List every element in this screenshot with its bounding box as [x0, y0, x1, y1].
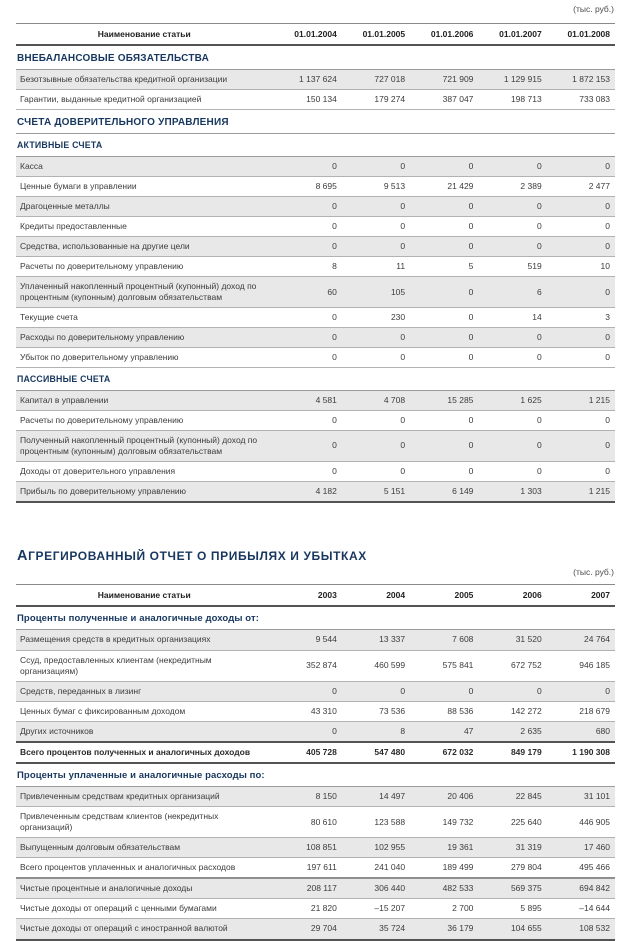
- cell-value: 47: [410, 721, 478, 742]
- table-row: [16, 899, 615, 919]
- cell-value: 9 513: [383, 180, 406, 191]
- cell-value: 0: [332, 465, 337, 476]
- cell-value: 4 581: [274, 390, 342, 410]
- cell-value: 0: [536, 414, 542, 425]
- cell-value: 1 872 153: [547, 70, 615, 90]
- cell-value: 241 040: [374, 862, 406, 873]
- cell-value: 36 179: [410, 919, 478, 940]
- section-heading-row: [16, 45, 615, 70]
- cell-value: 179 274: [374, 94, 406, 105]
- section-heading-row: [16, 606, 615, 630]
- row-label: Чистые доходы от операций с иностранной валютой: [16, 919, 274, 940]
- row-label: Размещения средств в кредитных организациях: [16, 630, 274, 650]
- cell-value: 0: [468, 312, 474, 323]
- cell-value: 0: [274, 236, 342, 256]
- cell-value: 0: [547, 156, 615, 176]
- row-label: Прибыль по доверительному управлению: [16, 481, 274, 502]
- cell-value: 0: [274, 328, 342, 348]
- cell-value: 0: [605, 352, 610, 363]
- row-label: Привлеченным средствам клиентов (некредитных организаций): [20, 811, 219, 833]
- cell-value: 0: [274, 156, 342, 176]
- cell-value: 0: [410, 196, 478, 216]
- cell-value: 2 635: [478, 721, 546, 742]
- section-heading: АКТИВНЫЕ СЧЕТА: [16, 134, 615, 156]
- cell-value: 0: [332, 220, 337, 231]
- cell-value: 569 375: [478, 878, 546, 899]
- cell-value: 0: [410, 156, 478, 176]
- cell-value: 0: [468, 352, 474, 363]
- cell-value: 727 018: [342, 70, 410, 90]
- column-header-period: 01.01.2005: [362, 29, 406, 39]
- cell-value: 14 497: [342, 787, 410, 807]
- row-label: Всего процентов уплаченных и аналогичных расходов: [20, 862, 236, 873]
- cell-value: 230: [390, 312, 406, 323]
- cell-value: 3: [605, 312, 610, 323]
- table-row: [16, 430, 615, 461]
- cell-value: 672 752: [510, 660, 542, 671]
- table-row: [16, 838, 615, 858]
- cell-value: 104 655: [478, 919, 546, 940]
- cell-value: 60: [274, 276, 342, 307]
- column-header-period: 2007: [591, 589, 610, 600]
- cell-value: 0: [342, 328, 410, 348]
- cell-value: 0: [536, 220, 542, 231]
- cell-value: 123 588: [374, 816, 406, 827]
- cell-value: 0: [332, 352, 337, 363]
- table-row: [16, 348, 615, 368]
- row-label: Гарантии, выданные кредитной организацией: [20, 94, 202, 105]
- cell-value: 13 337: [342, 630, 410, 650]
- table-row: [16, 721, 615, 742]
- cell-value: 22 845: [478, 787, 546, 807]
- cell-value: 0: [400, 414, 406, 425]
- cell-value: 387 047: [442, 94, 474, 105]
- cell-value: 946 185: [579, 660, 610, 671]
- cell-value: 218 679: [579, 705, 610, 716]
- section-heading: СЧЕТА ДОВЕРИТЕЛЬНОГО УПРАВЛЕНИЯ: [16, 110, 615, 134]
- header-row: [16, 24, 615, 46]
- column-header-item-name: Наименование статьи: [97, 29, 191, 39]
- row-label: Полученный накопленный процентный (купонный) доход по процентным (купонным) долговым обязательствам: [16, 430, 274, 461]
- section-heading-row: [16, 368, 615, 390]
- cell-value: 31 319: [478, 838, 546, 858]
- cell-value: 15 285: [410, 390, 478, 410]
- row-label: Уплаченный накопленный процентный (купонный) доход по процентным (купонным) долговым обязательствам: [16, 276, 274, 307]
- row-label: Кредиты предоставленные: [20, 220, 127, 231]
- cell-value: 198 713: [510, 94, 542, 105]
- cell-value: 6 149: [410, 481, 478, 502]
- cell-value: 5 151: [342, 481, 410, 502]
- cell-value: 0: [468, 465, 474, 476]
- row-label: Драгоценные металлы: [16, 196, 274, 216]
- section-heading: ПАССИВНЫЕ СЧЕТА: [16, 368, 615, 390]
- table-row: [16, 481, 615, 502]
- table-row: [16, 176, 615, 196]
- cell-value: 88 536: [447, 705, 474, 716]
- cell-value: 733 083: [579, 94, 610, 105]
- cell-value: 0: [547, 276, 615, 307]
- cell-value: 1 303: [478, 481, 546, 502]
- cell-value: 680: [547, 721, 615, 742]
- row-label: Капитал в управлении: [16, 390, 274, 410]
- cell-value: 31 101: [547, 787, 615, 807]
- cell-value: 73 536: [379, 705, 406, 716]
- cell-value: 0: [605, 414, 610, 425]
- column-header-period: 01.01.2007: [499, 29, 542, 39]
- cell-value: 0: [400, 220, 406, 231]
- cell-value: 0: [410, 236, 478, 256]
- cell-value: 0: [342, 681, 410, 701]
- cell-value: 0: [400, 352, 406, 363]
- cell-value: 0: [332, 414, 337, 425]
- row-label: Убыток по доверительному управлению: [20, 352, 179, 363]
- cell-value: 14: [532, 312, 542, 323]
- column-header-period: 2006: [522, 589, 542, 600]
- row-label: Выпущенным долговым обязательствам: [16, 838, 274, 858]
- cell-value: 0: [605, 465, 610, 476]
- row-label: Касса: [16, 156, 274, 176]
- cell-value: 0: [536, 465, 542, 476]
- table-row: [16, 410, 615, 430]
- table-row: [16, 461, 615, 481]
- table-row: [16, 276, 615, 307]
- column-header-period: 2003: [317, 589, 337, 600]
- cell-value: 102 955: [342, 838, 410, 858]
- off-balance-trust-table: [16, 23, 615, 503]
- cell-value: 672 032: [442, 746, 474, 757]
- cell-value: 8 695: [315, 180, 337, 191]
- cell-value: 1 215: [547, 390, 615, 410]
- cell-value: 721 909: [410, 70, 478, 90]
- cell-value: 446 905: [579, 816, 610, 827]
- row-label: Расчеты по доверительному управлению: [20, 260, 184, 271]
- cell-value: 1 137 624: [274, 70, 342, 90]
- table-row: [16, 701, 615, 721]
- cell-value: 575 841: [442, 660, 474, 671]
- cell-value: 482 533: [410, 878, 478, 899]
- table-row: [16, 858, 615, 879]
- cell-value: 0: [478, 156, 546, 176]
- cell-value: 0: [547, 328, 615, 348]
- table-row: [16, 681, 615, 701]
- cell-value: 17 460: [547, 838, 615, 858]
- cell-value: 0: [410, 430, 478, 461]
- table-row: [16, 650, 615, 681]
- cell-value: 0: [547, 681, 615, 701]
- pnl-report-title: АГРЕГИРОВАННЫЙ ОТЧЕТ О ПРИБЫЛЯХ И УБЫТКАХ: [17, 547, 367, 564]
- cell-value: 4 708: [342, 390, 410, 410]
- column-header-period: 01.01.2004: [294, 29, 337, 39]
- cell-value: 495 466: [579, 862, 610, 873]
- cell-value: 208 117: [274, 878, 342, 899]
- cell-value: 20 406: [410, 787, 478, 807]
- cell-value: 0: [274, 681, 342, 701]
- row-label: Ценные бумаги в управлении: [20, 180, 137, 191]
- cell-value: 19 361: [410, 838, 478, 858]
- row-label: Ценных бумаг с фиксированным доходом: [20, 705, 186, 716]
- cell-value: 0: [410, 276, 478, 307]
- cell-value: –15 207: [374, 903, 406, 914]
- section-heading: ВНЕБАЛАНСОВЫЕ ОБЯЗАТЕЛЬСТВА: [16, 45, 615, 70]
- cell-value: 0: [342, 156, 410, 176]
- cell-value: 142 272: [510, 705, 542, 716]
- section-heading-row: [16, 110, 615, 134]
- column-header-period: 01.01.2006: [430, 29, 474, 39]
- cell-value: 11: [396, 260, 406, 271]
- cell-value: 150 134: [306, 94, 337, 105]
- row-label: Доходы от доверительного управления: [20, 465, 176, 476]
- cell-value: 0: [400, 465, 406, 476]
- cell-value: 0: [342, 430, 410, 461]
- cell-value: 7 608: [410, 630, 478, 650]
- cell-value: 0: [274, 430, 342, 461]
- table-row: [16, 90, 615, 110]
- column-header-period: 01.01.2008: [567, 29, 610, 39]
- table-row: [16, 328, 615, 348]
- cell-value: 0: [547, 236, 615, 256]
- table-row: [16, 807, 615, 838]
- cell-value: 306 440: [342, 878, 410, 899]
- cell-value: 9 544: [274, 630, 342, 650]
- section-heading-row: [16, 134, 615, 156]
- cell-value: 1 129 915: [478, 70, 546, 90]
- table-row: [16, 919, 615, 940]
- cell-value: 6: [478, 276, 546, 307]
- cell-value: –14 644: [579, 903, 610, 914]
- cell-value: 0: [410, 328, 478, 348]
- column-header-period: 2005: [454, 589, 474, 600]
- table-row: [16, 787, 615, 807]
- row-label: Безотзывные обязательства кредитной организации: [16, 70, 274, 90]
- cell-value: 1 625: [478, 390, 546, 410]
- cell-value: 405 728: [306, 746, 337, 757]
- table-row: [16, 216, 615, 236]
- unit-label-pnl: (тыс. руб.): [573, 566, 614, 577]
- section-heading: Проценты полученные и аналогичные доходы от:: [16, 606, 615, 630]
- cell-value: 0: [605, 220, 610, 231]
- cell-value: 0: [274, 196, 342, 216]
- cell-value: 21 429: [447, 180, 474, 191]
- cell-value: 0: [536, 352, 542, 363]
- cell-value: 2 477: [588, 180, 610, 191]
- row-label: Текущие счета: [20, 312, 78, 323]
- cell-value: 0: [547, 196, 615, 216]
- cell-value: 0: [478, 430, 546, 461]
- cell-value: 0: [332, 312, 337, 323]
- cell-value: 197 611: [306, 862, 337, 873]
- row-label: Других источников: [16, 721, 274, 742]
- table-row: [16, 742, 615, 763]
- row-label: Средств, переданных в лизинг: [16, 681, 274, 701]
- cell-value: 0: [274, 721, 342, 742]
- cell-value: 108 851: [274, 838, 342, 858]
- cell-value: 29 704: [274, 919, 342, 940]
- cell-value: 149 732: [442, 816, 474, 827]
- cell-value: 8 150: [274, 787, 342, 807]
- cell-value: 35 724: [342, 919, 410, 940]
- row-label: Ссуд, предоставленных клиентам (некредитным организациям): [20, 654, 212, 676]
- cell-value: 0: [478, 681, 546, 701]
- row-label: Расходы по доверительному управлению: [16, 328, 274, 348]
- table-row: [16, 70, 615, 90]
- row-label: Расчеты по доверительному управлению: [20, 414, 184, 425]
- cell-value: 0: [342, 236, 410, 256]
- cell-value: 225 640: [510, 816, 542, 827]
- header-row: [16, 584, 615, 606]
- cell-value: 460 599: [374, 660, 406, 671]
- cell-value: 352 874: [306, 660, 337, 671]
- row-label: Средства, использованные на другие цели: [16, 236, 274, 256]
- cell-value: 21 820: [310, 903, 337, 914]
- column-header-period: 2004: [386, 589, 406, 600]
- row-label: Привлеченным средствам кредитных организаций: [16, 787, 274, 807]
- row-label: Всего процентов полученных и аналогичных доходов: [20, 746, 251, 757]
- cell-value: 0: [410, 681, 478, 701]
- cell-value: 5 895: [520, 903, 542, 914]
- table-row: [16, 390, 615, 410]
- cell-value: 0: [342, 196, 410, 216]
- cell-value: 0: [478, 196, 546, 216]
- row-label: Чистые доходы от операций с ценными бумагами: [20, 903, 217, 914]
- cell-value: 8: [342, 721, 410, 742]
- table-row: [16, 256, 615, 276]
- cell-value: 108 532: [547, 919, 615, 940]
- column-header-item-name: Наименование статьи: [97, 589, 191, 600]
- cell-value: 279 804: [510, 862, 542, 873]
- cell-value: 1 215: [547, 481, 615, 502]
- cell-value: 0: [468, 414, 474, 425]
- table-row: [16, 196, 615, 216]
- unit-label-top: (тыс. руб.): [573, 4, 614, 14]
- cell-value: 547 480: [374, 746, 406, 757]
- cell-value: 849 179: [510, 746, 542, 757]
- table-row: [16, 236, 615, 256]
- table-row: [16, 156, 615, 176]
- cell-value: 189 499: [442, 862, 474, 873]
- pnl-table: [16, 584, 615, 941]
- cell-value: 0: [478, 236, 546, 256]
- cell-value: 43 310: [310, 705, 337, 716]
- cell-value: 0: [468, 220, 474, 231]
- cell-value: 10: [600, 260, 610, 271]
- cell-value: 80 610: [310, 816, 337, 827]
- cell-value: 8: [332, 260, 337, 271]
- cell-value: 105: [342, 276, 410, 307]
- section-heading-row: [16, 763, 615, 787]
- table-row: [16, 630, 615, 650]
- cell-value: 5: [468, 260, 474, 271]
- table-row: [16, 308, 615, 328]
- cell-value: 694 842: [547, 878, 615, 899]
- cell-value: 0: [547, 430, 615, 461]
- cell-value: 519: [527, 260, 542, 271]
- cell-value: 1 190 308: [572, 746, 610, 757]
- cell-value: 0: [478, 328, 546, 348]
- cell-value: 24 764: [547, 630, 615, 650]
- section-heading: Проценты уплаченные и аналогичные расходы по:: [16, 763, 615, 787]
- cell-value: 4 182: [274, 481, 342, 502]
- cell-value: 2 389: [520, 180, 542, 191]
- cell-value: 2 700: [452, 903, 474, 914]
- row-label: Чистые процентные и аналогичные доходы: [16, 878, 274, 899]
- cell-value: 31 520: [478, 630, 546, 650]
- table-row: [16, 878, 615, 899]
